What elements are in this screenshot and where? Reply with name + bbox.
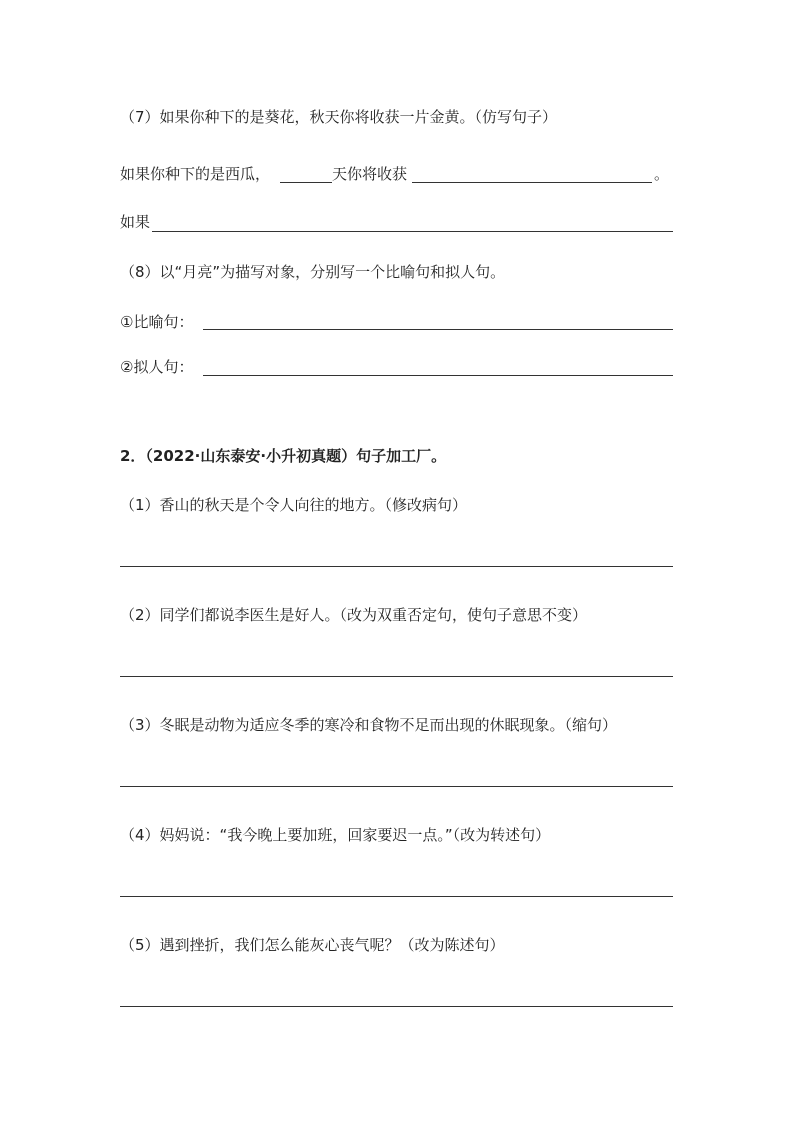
section-2-title: 2．（2022·山东泰安·小升初真题）句子加工厂。 [120,447,447,465]
q7-prompt: （7）如果你种下的是葵花，秋天你将收获一片金黄。（仿写句子） [120,108,558,126]
q7-line1-mid: 天你将收获 [332,165,408,183]
s2-item-3-answer-line[interactable] [120,786,673,787]
s2-item-1: （1）香山的秋天是个令人向往的地方。（修改病句） [120,496,468,514]
q8-item-personification-label: ②拟人句： [120,358,194,376]
s2-item-2-answer-line[interactable] [120,676,673,677]
s2-item-2: （2）同学们都说李医生是好人。（改为双重否定句，使句子意思不变） [120,606,588,624]
q7-line1-start: 如果你种下的是西瓜， [120,165,271,183]
q8-simile-answer-line[interactable] [203,329,673,330]
s2-item-1-answer-line[interactable] [120,566,673,567]
s2-item-5-answer-line[interactable] [120,1006,673,1007]
s2-item-3: （3）冬眠是动物为适应冬季的寒冷和食物不足而出现的休眠现象。（缩句） [120,716,618,734]
s2-item-4-answer-line[interactable] [120,896,673,897]
s2-item-4: （4）妈妈说：“我今晚上要加班，回家要迟一点。”（改为转述句） [120,826,551,844]
q7-line2-start: 如果 [120,213,151,231]
q8-prompt: （8）以“月亮”为描写对象，分别写一个比喻句和拟人句。 [120,263,506,281]
s2-item-5: （5）遇到挫折，我们怎么能灰心丧气呢？（改为陈述句） [120,936,505,954]
q7-blank-3[interactable] [152,231,673,232]
q8-item-simile-label: ①比喻句： [120,313,194,331]
q7-blank-2[interactable] [412,182,652,183]
q7-line1-end: 。 [654,165,670,183]
q7-blank-1[interactable] [280,182,332,183]
q8-personification-answer-line[interactable] [203,375,673,376]
